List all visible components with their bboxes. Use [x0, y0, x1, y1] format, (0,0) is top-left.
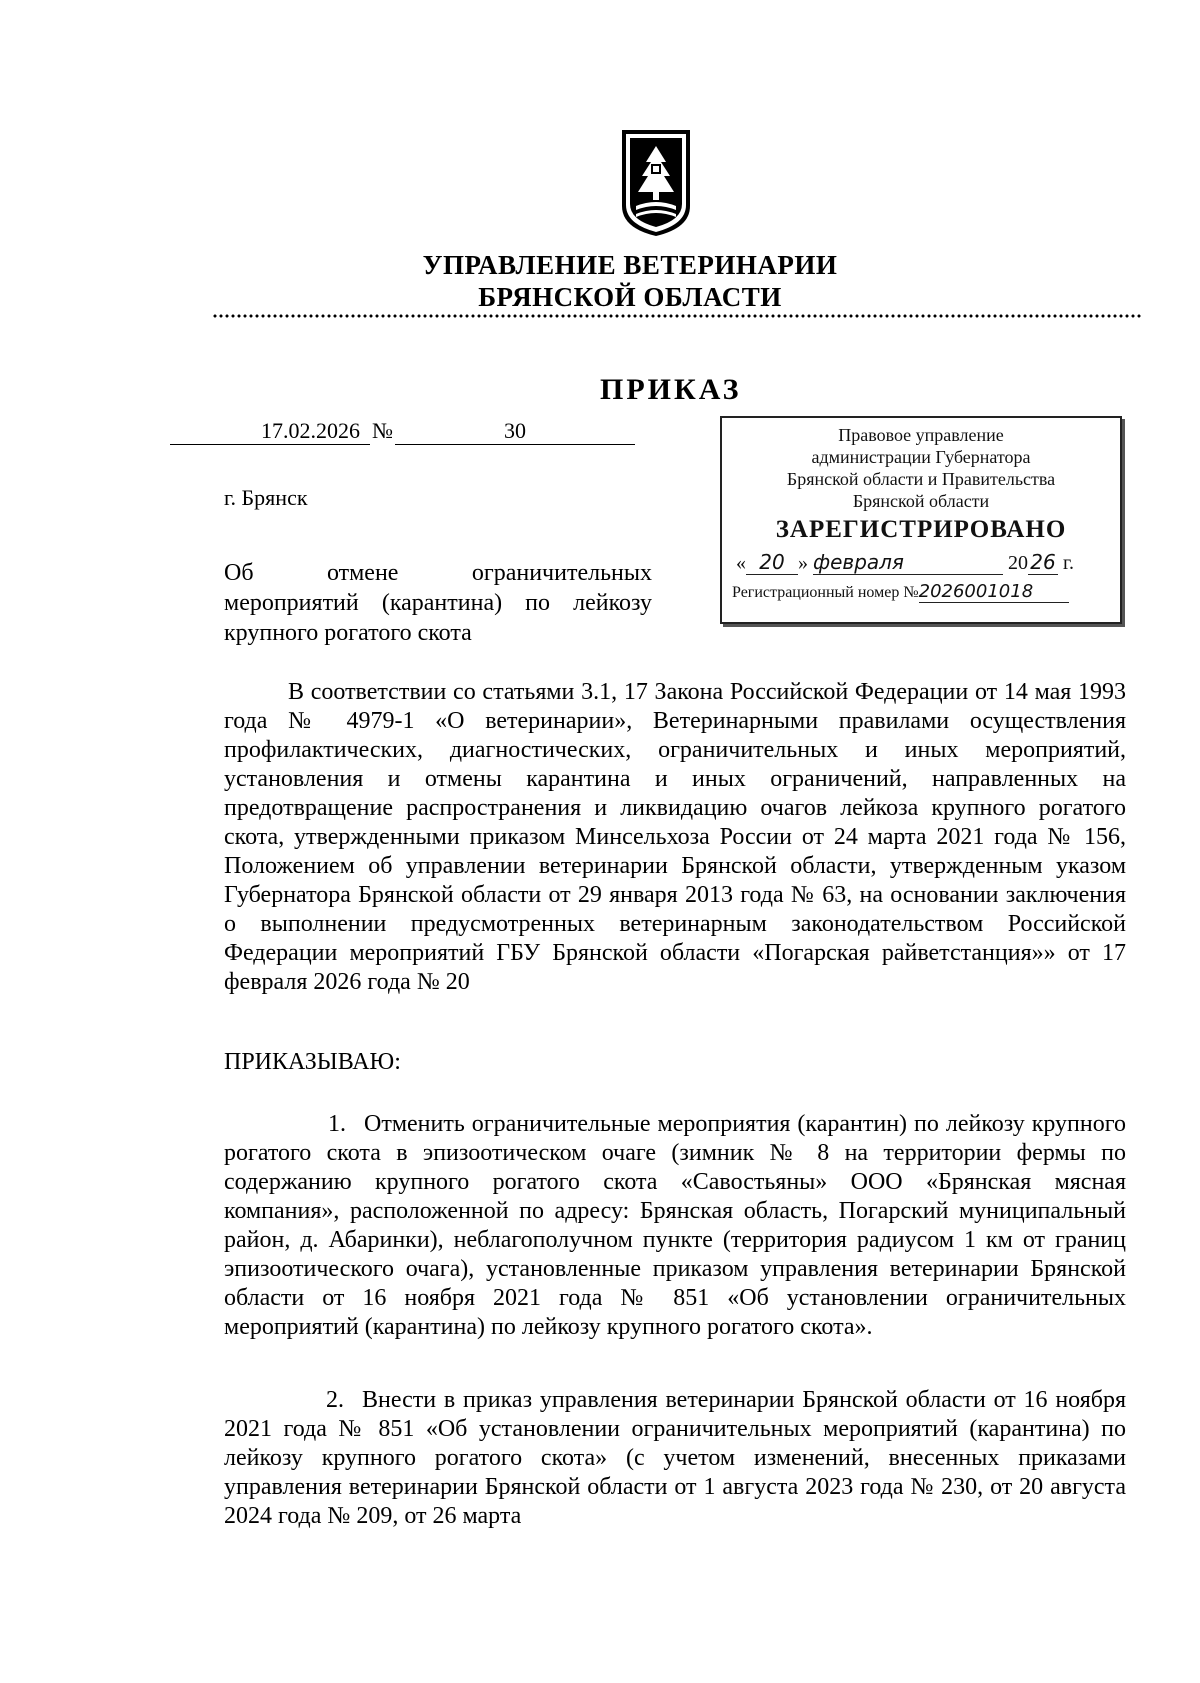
dotted-divider: [212, 313, 1142, 319]
order-item-2: [224, 1386, 1126, 1531]
stamp-year: 26: [1028, 550, 1058, 575]
stamp-reg-label: Регистрационный номер №: [732, 584, 919, 601]
item-1-number: 1.: [328, 1111, 346, 1137]
stamp-reg-number-line: [722, 581, 1120, 603]
stamp-date: « 20 » февраля 20 26 г.: [736, 550, 1074, 574]
registration-stamp: [720, 416, 1122, 624]
date-number-line: [170, 418, 635, 446]
document-date: 17.02.2026: [170, 418, 370, 445]
organization-name-line1: УПРАВЛЕНИЕ ВЕТЕРИНАРИИ: [422, 250, 838, 280]
stamp-registered: ЗАРЕГИСТРИРОВАНО: [775, 516, 1067, 543]
stamp-line3: Брянской области и Правительства: [786, 469, 1056, 489]
subject-rest: мероприятий (карантина) по лейкозу крупного рогатого скота: [224, 590, 652, 646]
preamble-paragraph: В соответствии со статьями 3.1, 17 Закона Российской Федерации от 14 мая 1993 года № 4979-1 «О ветеринарии», Ветеринарными правилами осуществления профилактических, диагностических, ограничительных и иных мероприятий, установления и отмены карантина и иных ограничений, направленных на предотвращение распространения и ликвидацию очагов лейкоза крупного рогатого скота, утвержденными приказом Минсельхоза России от 24 марта 2021 года № 156, Положением об управлении ветеринарии Брянской области, утвержденным указом Губернатора Брянской области от 29 января 2013 года № 63, на основании заключения о выполнении предусмотренных ветеринарным законодательством Российской Федерации мероприятий ГБУ Брянской области «Погарская райветстанция»» от 17 февраля 2026 года № 20: [224, 679, 1126, 995]
item-2-text: Внести в приказ управления ветеринарии Брянской области от 16 ноября 2021 года № 851 «Об установлении ограничительных мероприятий (карантина) по лейкозу крупного рогатого скота» (с учетом изменений, внесенных приказами управления ветеринарии Брянской области от 1 августа 2023 года № 230, от 20 августа 2024 года № 209, от 26 марта: [224, 1387, 1126, 1529]
stamp-year-suffix: г.: [1063, 552, 1074, 574]
stamp-line4: Брянской области: [852, 491, 990, 511]
order-item-1: [224, 1110, 1126, 1342]
organization-name-line2: БРЯНСКОЙ ОБЛАСТИ: [478, 282, 782, 312]
document-number: 30: [395, 418, 635, 445]
number-label: №: [372, 418, 393, 443]
order-word: ПРИКАЗЫВАЮ:: [224, 1049, 401, 1075]
coat-of-arms-icon: [620, 128, 692, 238]
stamp-line2: администрации Губернатора: [811, 447, 1031, 467]
stamp-line1: Правовое управление: [838, 425, 1004, 445]
stamp-reg-number: 2026001018: [919, 581, 1069, 603]
document-city: г. Брянск: [224, 485, 308, 510]
stamp-year-prefix: 20: [1008, 552, 1028, 574]
document-subject: [224, 558, 652, 648]
document-title: ПРИКАЗ: [600, 373, 742, 406]
stamp-day: 20: [746, 550, 798, 575]
subject-line1: Об отмене ограничительных: [224, 560, 652, 586]
item-2-number: 2.: [326, 1387, 344, 1413]
item-1-text: Отменить ограничительные мероприятия (карантин) по лейкозу крупного рогатого скота в эпизоотическом очаге (зимник № 8 на территории фермы по содержанию крупного рогатого скота «Савостьяны» ООО «Брянская мясная компания», расположенной по адресу: Брянская область, Погарский муниципальный район, д. Абаринки), неблагополучном пункте (территория радиусом 1 км от границ эпизоотического очага), установленные приказом управления ветеринарии Брянской области от 16 ноября 2021 года № 851 «Об установлении ограничительных мероприятий (карантина) по лейкозу крупного рогатого скота».: [224, 1111, 1126, 1340]
stamp-month: февраля: [813, 550, 1003, 575]
